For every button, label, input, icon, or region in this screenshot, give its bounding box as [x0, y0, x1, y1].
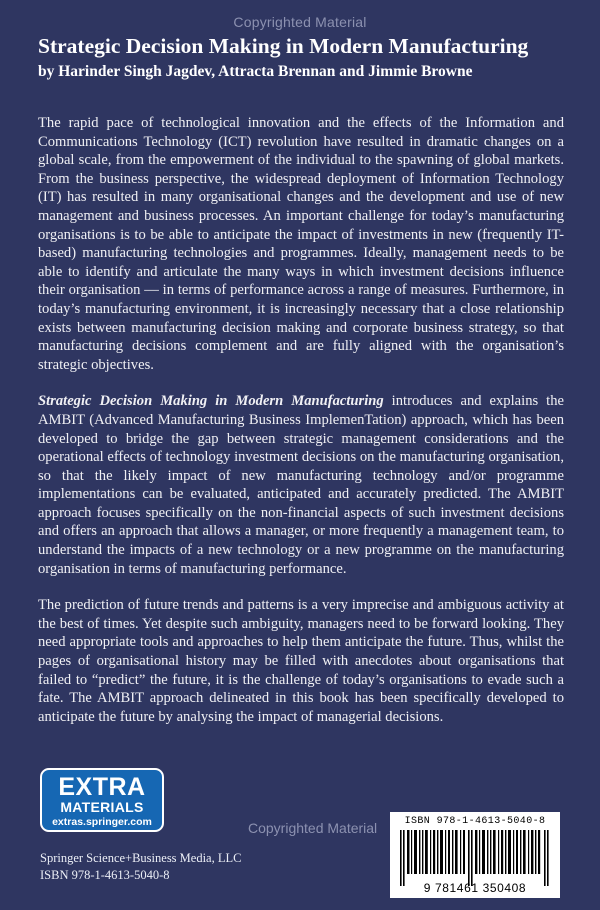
book-authors: by Harinder Singh Jagdev, Attracta Brennan and Jimmie Browne	[38, 63, 473, 80]
blurb-paragraph-3: The prediction of future trends and patterns is a very imprecise and ambiguous activity at the best of times. Yet despite such ambiguity, managers need to be forward looking. They need appropriate tools and approaches to help them anticipate the future. Thus, whilst the pages of organisational history may be filled with anecdotes about organisations that failed to “predict” the future, it is the challenge of today’s organisations to evade such a fate. The AMBIT approach delineated in this book has been specifically developed to anticipate the future by analysing the impact of managerial decisions.	[38, 597, 564, 725]
extra-materials-badge[interactable]	[40, 768, 164, 832]
blurb-paragraph-2	[38, 392, 564, 578]
barcode-isbn-label: ISBN 978-1-4613-5040-8	[404, 816, 546, 827]
copyright-watermark-bottom: Copyrighted Material	[248, 820, 378, 836]
badge-url[interactable]: extras.springer.com	[52, 816, 152, 828]
badge-line-1: EXTRA	[58, 773, 146, 801]
blurb-paragraph-1: The rapid pace of technological innovation and the effects of the Information and Communications Technology (ICT) revolution have resulted in dramatic changes on a global scale, from the empowerment of the individual to the spawning of global markets. From the business perspective, the widespread deployment of Information Technology (IT) has resulted in many organisational changes and the development and use of new management and business processes. An important challenge for today’s manufacturing organisations is to be able to anticipate the impact of investments in new (frequently IT-based) manufacturing technologies and programmes. Ideally, management needs to be able to identify and articulate the many ways in which investment decisions influence their organisation — in terms of performance across a range of measures. Furthermore, in today’s manufacturing environment, it is increasingly necessary that a close relationship exists between manufacturing decision making and corporate business strategy, so that manufacturing decisions complement and are fully aligned with the organisation’s strategic objectives.	[38, 115, 564, 373]
copyright-watermark-top: Copyrighted Material	[233, 14, 367, 30]
blurb-book-title: Strategic Decision Making in Modern Manufacturing	[38, 393, 384, 410]
barcode-bars	[398, 830, 552, 886]
isbn-barcode	[390, 812, 560, 898]
publisher-name: Springer Science+Business Media, LLC	[40, 851, 242, 865]
blurb-paragraph-2-text: introduces and explains the AMBIT (Advanced Manufacturing Business ImplemenTation) approach, which has been developed to bridge the gap between strategic management considerations and the operational effects of technology investment decisions on the manufacturing organisation, so that the likely impact of new manufacturing technology and/or programme implementations can be evaluated, anticipated and accurately predicted. The AMBIT approach focuses specifically on the non-financial aspects of such investment decisions and offers an approach that allows a manager, or more frequently a management team, to understand the impacts of a new technology or a new programme on the manufacturing organisation in terms of manufacturing performance.	[38, 393, 564, 577]
book-title: Strategic Decision Making in Modern Manufacturing	[38, 34, 529, 58]
barcode-digits: 9 781461 350408	[423, 881, 527, 895]
publisher-isbn: ISBN 978-1-4613-5040-8	[40, 868, 170, 882]
blurb-text	[38, 114, 564, 744]
publisher-info	[40, 850, 241, 884]
badge-line-2: MATERIALS	[60, 799, 144, 815]
